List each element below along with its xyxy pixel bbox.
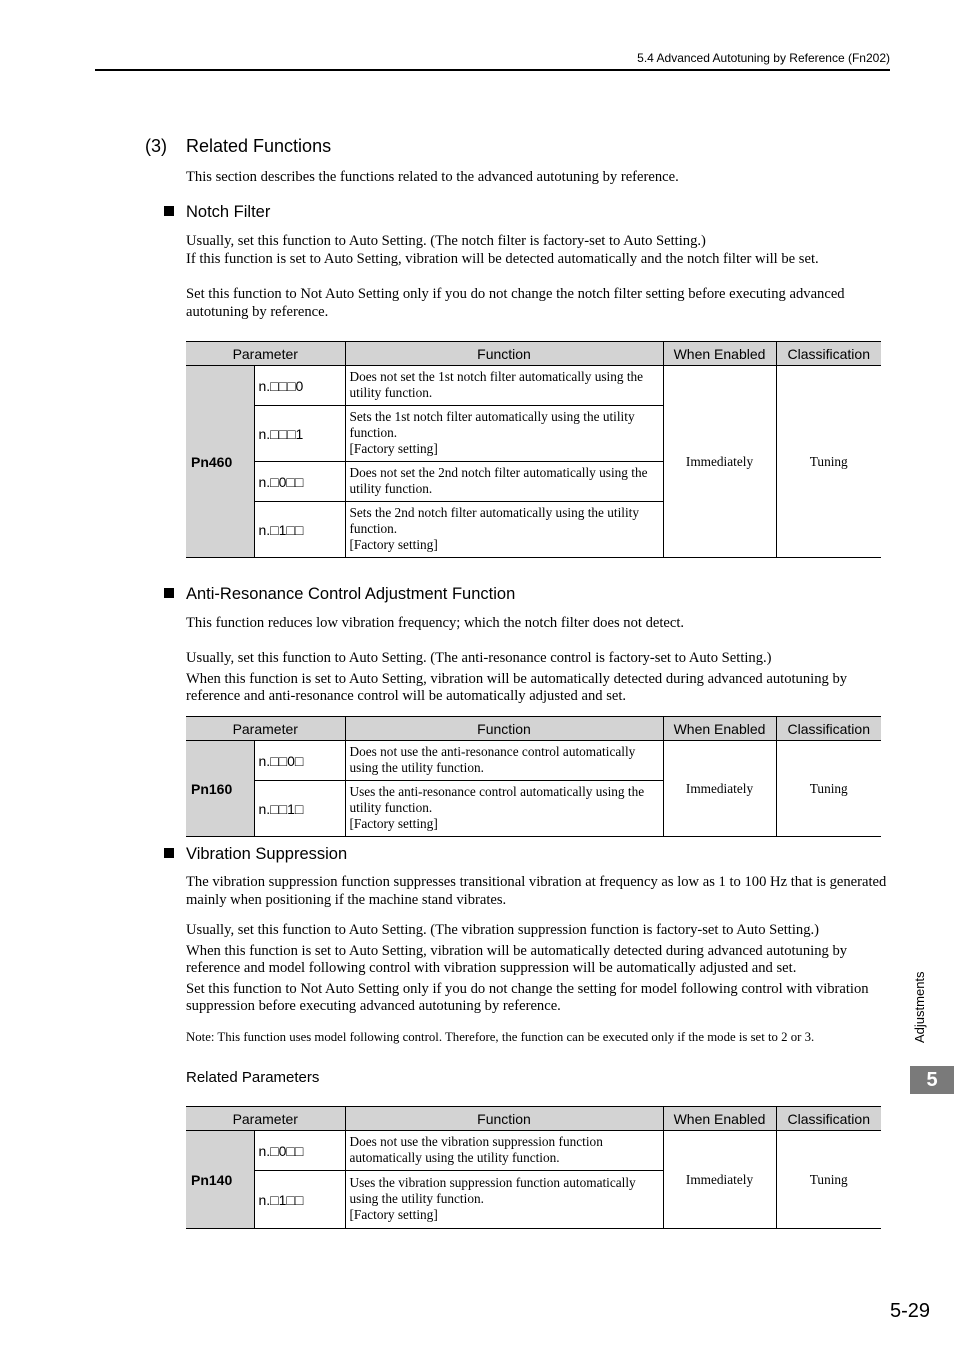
param-value: n.□□□1	[254, 406, 345, 462]
function-text: Does not use the anti-resonance control automatically using the utility function.	[349, 744, 636, 775]
col-header-classification: Classification	[776, 717, 881, 741]
col-header-function: Function	[345, 342, 663, 366]
function-desc	[345, 1171, 663, 1229]
classification-cell: Tuning	[776, 366, 881, 558]
vibsup-para-2b: When this function is set to Auto Setting, vibration will be automatically detected during advanced autotuning by reference and model following control with vibration suppression will be automatically adjusted and set.	[186, 942, 848, 976]
col-header-function: Function	[345, 717, 663, 741]
classification-cell: Tuning	[776, 1131, 881, 1229]
vibsup-parameter-table	[186, 1106, 881, 1229]
vibsup-para-2a: Usually, set this function to Auto Setting. (The vibration suppression function is factory-set to Auto Setting.)	[186, 922, 819, 938]
bullet-square-icon	[164, 848, 174, 858]
function-desc	[345, 502, 663, 558]
param-value: n.□□1□	[254, 781, 345, 837]
vibsup-para-1: The vibration suppression function suppresses transitional vibration at frequency as low as 1 to 100 Hz that is generated mainly when positioning if the machine stand vibrates.	[186, 874, 887, 908]
section-number: (3)	[145, 136, 167, 156]
vibsup-heading	[164, 845, 347, 864]
param-number: Pn160	[186, 741, 254, 837]
function-text: Uses the anti-resonance control automatically using the utility function.	[349, 784, 645, 815]
function-text: Uses the vibration suppression function automatically using the utility function.	[349, 1175, 636, 1206]
col-header-when-enabled: When Enabled	[663, 1107, 776, 1131]
col-header-function: Function	[345, 1107, 663, 1131]
notch-heading-text: Notch Filter	[186, 203, 271, 221]
chapter-number-tab: 5	[910, 1066, 954, 1094]
vibsup-note: Note: This function uses model following control. Therefore, the function can be executed only if the mode is set to 2 or 3.	[186, 1030, 815, 1044]
header-rule	[95, 69, 890, 71]
param-number: Pn460	[186, 366, 254, 558]
vibsup-heading-text: Vibration Suppression	[186, 845, 348, 863]
antires-heading-text: Anti-Resonance Control Adjustment Function	[186, 585, 516, 603]
vibsup-para-3: Set this function to Not Auto Setting only if you do not change the setting for model following control with vibration suppression before executing advanced autotuning by reference.	[186, 980, 869, 1014]
function-desc	[345, 366, 663, 406]
function-desc	[345, 406, 663, 462]
function-text: Does not set the 2nd notch filter automatically using the utility function.	[349, 465, 648, 496]
table-header-row	[186, 342, 881, 366]
param-value: n.□□0□	[254, 741, 345, 781]
chapter-side-label	[903, 963, 933, 1043]
section-intro: This section describes the functions related to the advanced autotuning by reference.	[186, 169, 679, 185]
factory-setting-note: [Factory setting]	[349, 441, 438, 456]
factory-setting-note: [Factory setting]	[349, 816, 438, 831]
col-header-when-enabled: When Enabled	[663, 717, 776, 741]
antires-para-1: This function reduces low vibration frequency; which the notch filter does not detect.	[186, 615, 685, 631]
function-text: Does not set the 1st notch filter automatically using the utility function.	[349, 369, 644, 400]
factory-setting-note: [Factory setting]	[349, 1207, 438, 1222]
param-number: Pn140	[186, 1131, 254, 1229]
table-row	[186, 741, 881, 781]
bullet-square-icon	[164, 206, 174, 216]
when-enabled-cell: Immediately	[663, 741, 776, 837]
antires-heading	[164, 585, 515, 604]
section-heading	[145, 136, 331, 157]
page-number: 5-29	[889, 1300, 930, 1322]
notch-para-1a: Usually, set this function to Auto Setting. (The notch filter is factory-set to Auto Setting.)	[186, 233, 706, 249]
notch-para-1b: If this function is set to Auto Setting, vibration will be detected automatically and the notch filter will be set.	[186, 250, 819, 267]
function-desc	[345, 1131, 663, 1171]
notch-heading	[164, 203, 270, 222]
table-header-row	[186, 1107, 881, 1131]
col-header-parameter: Parameter	[186, 1107, 345, 1131]
antires-para-2a: Usually, set this function to Auto Setting. (The anti-resonance control is factory-set to Auto Setting.)	[186, 650, 772, 666]
function-desc	[345, 741, 663, 781]
col-header-classification: Classification	[776, 342, 881, 366]
param-value: n.□1□□	[254, 1171, 345, 1229]
antires-parameter-table	[186, 716, 881, 837]
vibsup-para-2	[186, 922, 891, 1016]
param-value: n.□□□0	[254, 366, 345, 406]
bullet-square-icon	[164, 588, 174, 598]
param-value: n.□0□□	[254, 462, 345, 502]
factory-setting-note: [Factory setting]	[349, 537, 438, 552]
col-header-parameter: Parameter	[186, 717, 345, 741]
function-text: Sets the 2nd notch filter automatically using the utility function.	[349, 505, 640, 536]
notch-para-1	[186, 233, 891, 268]
col-header-classification: Classification	[776, 1107, 881, 1131]
running-header: 5.4 Advanced Autotuning by Reference (Fn202)	[637, 51, 890, 65]
col-header-parameter: Parameter	[186, 342, 345, 366]
antires-para-2b: When this function is set to Auto Setting, vibration will be automatically detected during advanced autotuning by reference and anti-resonance control will be automatically adjusted and set.	[186, 670, 848, 704]
chapter-side-label-text: Adjustments	[912, 971, 927, 1043]
table-row	[186, 1131, 881, 1171]
table-header-row	[186, 717, 881, 741]
when-enabled-cell: Immediately	[663, 1131, 776, 1229]
related-parameters-label: Related Parameters	[186, 1069, 320, 1086]
when-enabled-cell: Immediately	[663, 366, 776, 558]
table-row	[186, 366, 881, 406]
function-text: Sets the 1st notch filter automatically using the utility function.	[349, 409, 635, 440]
param-value: n.□0□□	[254, 1131, 345, 1171]
param-value: n.□1□□	[254, 502, 345, 558]
notch-parameter-table	[186, 341, 881, 558]
function-text: Does not use the vibration suppression function automatically using the utility function.	[349, 1134, 603, 1165]
antires-para-2	[186, 650, 891, 706]
function-desc	[345, 781, 663, 837]
section-title: Related Functions	[186, 136, 332, 156]
col-header-when-enabled: When Enabled	[663, 342, 776, 366]
function-desc	[345, 462, 663, 502]
notch-para-2: Set this function to Not Auto Setting only if you do not change the notch filter setting before executing advanced autotuning by reference.	[186, 286, 845, 320]
classification-cell: Tuning	[776, 741, 881, 837]
